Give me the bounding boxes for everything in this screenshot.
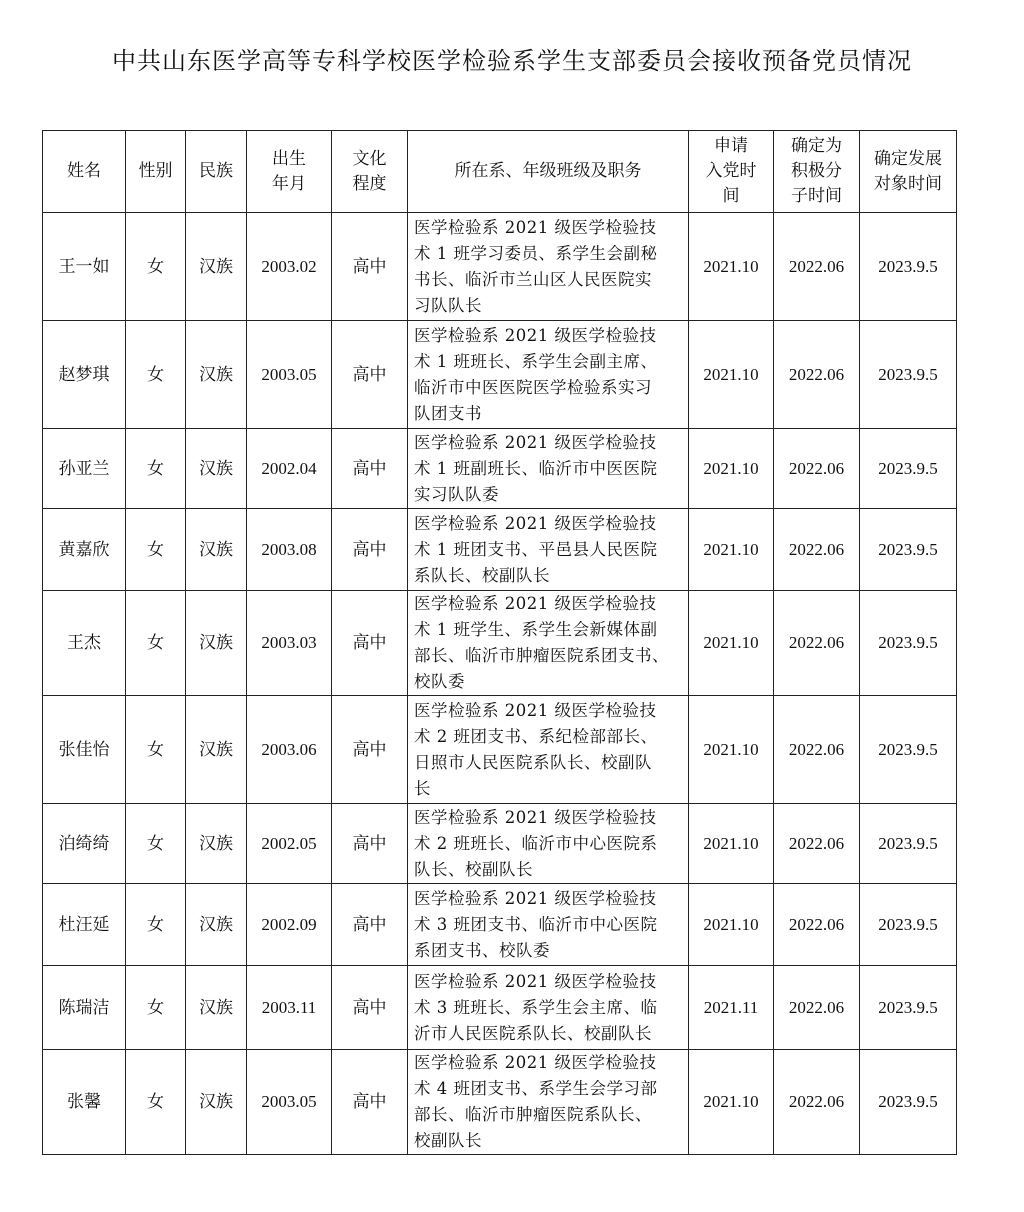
table-row [43, 213, 957, 321]
header-education: 文化 程度 [332, 131, 408, 213]
cell-gender: 女 [126, 321, 186, 429]
cell-name: 杜汪延 [43, 884, 126, 966]
cell-candidate-date: 2023.9.5 [860, 804, 957, 884]
duty-line: 术 3 班班长、系学生会主席、临 [414, 997, 658, 1017]
cell-ethnicity: 汉族 [186, 429, 247, 509]
duty-line: 习队队长 [414, 295, 482, 315]
cell-name: 泊绮绮 [43, 804, 126, 884]
cell-education: 高中 [332, 966, 408, 1050]
cell-name: 赵梦琪 [43, 321, 126, 429]
cell-candidate-date: 2023.9.5 [860, 966, 957, 1050]
duty-line: 医学检验系 2021 级医学检验技 [414, 513, 657, 533]
duty-line: 实习队队委 [414, 484, 499, 504]
cell-gender: 女 [126, 884, 186, 966]
cell-birth: 2003.05 [247, 1050, 332, 1155]
cell-apply-date: 2021.10 [689, 509, 774, 591]
duty-line: 医学检验系 2021 级医学检验技 [414, 594, 657, 613]
duty-line: 术 2 班班长、临沂市中心医院系 [414, 833, 658, 853]
cell-activist-date: 2022.06 [774, 213, 860, 321]
cell-apply-date: 2021.10 [689, 591, 774, 696]
cell-name: 黄嘉欣 [43, 509, 126, 591]
table-body [43, 213, 957, 1155]
cell-candidate-date: 2023.9.5 [860, 429, 957, 509]
cell-ethnicity: 汉族 [186, 321, 247, 429]
cell-duty [408, 696, 689, 804]
cell-gender: 女 [126, 1050, 186, 1155]
cell-apply-date: 2021.10 [689, 321, 774, 429]
table-header-row [43, 131, 957, 213]
cell-birth: 2003.11 [247, 966, 332, 1050]
cell-birth: 2003.06 [247, 696, 332, 804]
cell-duty [408, 213, 689, 321]
cell-apply-date: 2021.10 [689, 1050, 774, 1155]
cell-duty [408, 429, 689, 509]
cell-gender: 女 [126, 213, 186, 321]
cell-candidate-date: 2023.9.5 [860, 884, 957, 966]
cell-activist-date: 2022.06 [774, 696, 860, 804]
cell-birth: 2002.05 [247, 804, 332, 884]
duty-line: 临沂市中医医院医学检验系实习 [414, 377, 652, 397]
header-name: 姓名 [43, 131, 126, 213]
cell-name: 孙亚兰 [43, 429, 126, 509]
duty-line: 系队长、校副队长 [414, 565, 550, 585]
header-birth: 出生 年月 [247, 131, 332, 213]
cell-candidate-date: 2023.9.5 [860, 591, 957, 696]
duty-line: 医学检验系 2021 级医学检验技 [414, 432, 657, 452]
duty-line: 术 4 班团支书、系学生会学习部 [414, 1079, 658, 1098]
duty-line: 队团支书 [414, 403, 482, 423]
cell-apply-date: 2021.10 [689, 696, 774, 804]
table-row [43, 966, 957, 1050]
duty-line: 医学检验系 2021 级医学检验技 [414, 1053, 657, 1072]
duty-line: 校副队长 [414, 1131, 482, 1150]
table-row [43, 591, 957, 696]
duty-line: 医学检验系 2021 级医学检验技 [414, 217, 657, 237]
cell-gender: 女 [126, 509, 186, 591]
cell-apply-date: 2021.10 [689, 804, 774, 884]
cell-gender: 女 [126, 966, 186, 1050]
duty-line: 术 2 班团支书、系纪检部部长、 [414, 726, 658, 746]
cell-duty [408, 804, 689, 884]
cell-birth: 2003.03 [247, 591, 332, 696]
duty-line: 术 1 班学习委员、系学生会副秘 [414, 243, 658, 263]
cell-birth: 2003.02 [247, 213, 332, 321]
cell-activist-date: 2022.06 [774, 966, 860, 1050]
cell-name: 张佳怡 [43, 696, 126, 804]
cell-apply-date: 2021.10 [689, 429, 774, 509]
duty-line: 部长、临沂市肿瘤医院系队长、 [414, 1105, 652, 1124]
cell-birth: 2003.08 [247, 509, 332, 591]
cell-candidate-date: 2023.9.5 [860, 1050, 957, 1155]
cell-gender: 女 [126, 696, 186, 804]
cell-activist-date: 2022.06 [774, 429, 860, 509]
duty-line: 长 [414, 778, 431, 798]
duty-line: 术 1 班班长、系学生会副主席、 [414, 351, 658, 371]
duty-line: 术 1 班团支书、平邑县人民医院 [414, 539, 658, 559]
cell-ethnicity: 汉族 [186, 509, 247, 591]
cell-education: 高中 [332, 321, 408, 429]
cell-education: 高中 [332, 591, 408, 696]
table-row [43, 884, 957, 966]
duty-line: 校队委 [414, 672, 465, 691]
cell-apply-date: 2021.10 [689, 884, 774, 966]
cell-ethnicity: 汉族 [186, 884, 247, 966]
cell-education: 高中 [332, 884, 408, 966]
cell-apply-date: 2021.11 [689, 966, 774, 1050]
cell-candidate-date: 2023.9.5 [860, 509, 957, 591]
cell-duty [408, 321, 689, 429]
cell-apply-date: 2021.10 [689, 213, 774, 321]
cell-ethnicity: 汉族 [186, 696, 247, 804]
cell-ethnicity: 汉族 [186, 1050, 247, 1155]
duty-line: 医学检验系 2021 级医学检验技 [414, 888, 657, 908]
header-candidate-date: 确定发展 对象时间 [860, 131, 957, 213]
duty-line: 书长、临沂市兰山区人民医院实 [414, 269, 652, 289]
cell-activist-date: 2022.06 [774, 1050, 860, 1155]
cell-duty [408, 509, 689, 591]
table-row [43, 429, 957, 509]
header-gender: 性别 [126, 131, 186, 213]
duty-line: 医学检验系 2021 级医学检验技 [414, 971, 657, 991]
duty-line: 部长、临沂市肿瘤医院系团支书、 [414, 646, 669, 665]
cell-gender: 女 [126, 429, 186, 509]
duty-line: 日照市人民医院系队长、校副队 [414, 752, 652, 772]
table-row [43, 509, 957, 591]
cell-education: 高中 [332, 213, 408, 321]
duty-line: 术 1 班学生、系学生会新媒体副 [414, 620, 658, 639]
cell-activist-date: 2022.06 [774, 321, 860, 429]
member-table [42, 130, 957, 1155]
cell-gender: 女 [126, 591, 186, 696]
table-row [43, 696, 957, 804]
cell-activist-date: 2022.06 [774, 884, 860, 966]
cell-candidate-date: 2023.9.5 [860, 213, 957, 321]
duty-line: 医学检验系 2021 级医学检验技 [414, 700, 657, 720]
document-title: 中共山东医学高等专科学校医学检验系学生支部委员会接收预备党员情况 [112, 47, 912, 75]
cell-activist-date: 2022.06 [774, 804, 860, 884]
cell-ethnicity: 汉族 [186, 804, 247, 884]
cell-education: 高中 [332, 509, 408, 591]
duty-line: 医学检验系 2021 级医学检验技 [414, 325, 657, 345]
cell-gender: 女 [126, 804, 186, 884]
duty-line: 沂市人民医院系队长、校副队长 [414, 1023, 652, 1043]
cell-name: 王杰 [43, 591, 126, 696]
cell-candidate-date: 2023.9.5 [860, 321, 957, 429]
cell-name: 陈瑞洁 [43, 966, 126, 1050]
cell-education: 高中 [332, 804, 408, 884]
cell-education: 高中 [332, 429, 408, 509]
cell-birth: 2002.09 [247, 884, 332, 966]
duty-line: 系团支书、校队委 [414, 940, 550, 960]
header-ethnicity: 民族 [186, 131, 247, 213]
header-duty: 所在系、年级班级及职务 [408, 131, 689, 213]
cell-candidate-date: 2023.9.5 [860, 696, 957, 804]
cell-duty [408, 966, 689, 1050]
duty-line: 队长、校副队长 [414, 859, 533, 879]
cell-activist-date: 2022.06 [774, 591, 860, 696]
header-apply-date: 申请 入党时 间 [689, 131, 774, 213]
cell-birth: 2002.04 [247, 429, 332, 509]
cell-duty [408, 591, 689, 696]
cell-ethnicity: 汉族 [186, 213, 247, 321]
duty-line: 术 1 班副班长、临沂市中医医院 [414, 458, 658, 478]
cell-name: 张馨 [43, 1050, 126, 1155]
cell-activist-date: 2022.06 [774, 509, 860, 591]
duty-line: 医学检验系 2021 级医学检验技 [414, 807, 657, 827]
cell-education: 高中 [332, 696, 408, 804]
header-activist-date: 确定为 积极分 子时间 [774, 131, 860, 213]
table-row [43, 804, 957, 884]
cell-name: 王一如 [43, 213, 126, 321]
table-row [43, 321, 957, 429]
cell-birth: 2003.05 [247, 321, 332, 429]
cell-ethnicity: 汉族 [186, 966, 247, 1050]
table-row [43, 1050, 957, 1155]
cell-ethnicity: 汉族 [186, 591, 247, 696]
cell-education: 高中 [332, 1050, 408, 1155]
cell-duty [408, 1050, 689, 1155]
cell-duty [408, 884, 689, 966]
duty-line: 术 3 班团支书、临沂市中心医院 [414, 914, 658, 934]
